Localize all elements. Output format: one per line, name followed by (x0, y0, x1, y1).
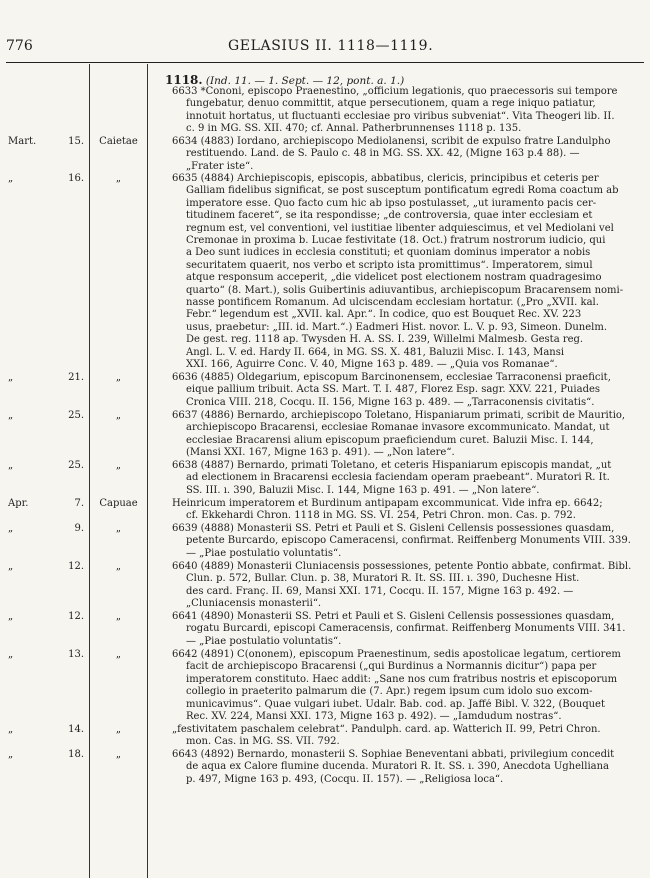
entry-line: facit de archiepiscopo Bracarensi („qui Burdinus a Normannis dicitur“) papa per (186, 661, 597, 673)
entry-line: de aqua ex Calore flumine ducenda. Muratori R. It. SS. ı. 390, Anecdota Ughelliana (186, 761, 610, 773)
entry-date-day: 14. (68, 724, 84, 735)
regesta-entry (172, 561, 640, 611)
entry-line: archiepiscopo Bracarensi, ecclesiae Romanae invasore excommunicato. Mandat, ut (186, 422, 610, 434)
entry-date-month: „ (8, 724, 14, 735)
entry-line: 6635 (4884) Archiepiscopis, episcopis, abbatibus, clericis, principibus et ceteris per (172, 173, 599, 184)
regesta-entry (172, 410, 640, 460)
entry-line: 6643 (4892) Bernardo, monasterii S. Sophiae Beneventani abbati, privilegium concedit (172, 749, 615, 760)
entry-place: Capuae (99, 498, 138, 509)
entry-place: Caietae (99, 136, 138, 147)
year-number: 1118. (165, 73, 203, 87)
entry-date-month: „ (8, 649, 14, 660)
entry-date-month: Mart. (8, 136, 37, 147)
entry-line: XXI. 166, Aguirre Conc. V. 40, Migne 163 p. 489. — „Quia vos Romanae“. (186, 359, 558, 371)
regesta-entry (172, 460, 640, 497)
entry-date-day: 7. (74, 498, 84, 509)
entry-line: 6639 (4888) Monasterii SS. Petri et Pauli et S. Gisleni Cellensis possessiones quasdam, (172, 523, 615, 534)
entry-date-day: 9. (74, 523, 84, 534)
entry-date-day: 21. (68, 372, 84, 383)
entry-line: cf. Ekkehardi Chron. 1118 in MG. SS. VI. 254, Petri Chron. mon. Cas. p. 792. (186, 510, 576, 522)
header-rule (6, 62, 644, 63)
entry-line: ad electionem in Bracarensi ecclesia faciendam operam praebeant“. Muratori R. It. (186, 472, 610, 484)
entry-line: c. 9 in MG. SS. XII. 470; cf. Annal. Patherbrunnenses 1118 p. 135. (186, 123, 522, 135)
page-number: 776 (6, 38, 33, 54)
entry-line: p. 497, Migne 163 p. 493, (Cocqu. II. 157). — „Religiosa loca“. (186, 773, 504, 785)
entry-place: „ (115, 749, 122, 760)
entry-date-day: 12. (68, 561, 84, 572)
regesta-entry (172, 749, 640, 786)
entry-line: a Deo sunt iudices in ecclesia constituti; et quoniam dominus imperator a nobis (186, 247, 591, 259)
entry-date-day: 16. (68, 173, 84, 184)
entry-date-day: 18. (68, 749, 84, 760)
entry-line: (Mansi XXI. 167, Migne 163 p. 491). — „Non latere“. (186, 447, 455, 459)
entry-line: 6633 *Cononi, episcopo Praenestino, „officium legationis, quo praecessoris sui tempore (172, 86, 618, 97)
entry-place: „ (115, 460, 122, 471)
entry-place: „ (115, 523, 122, 534)
entry-date-month: Apr. (8, 498, 29, 509)
entry-line: 6641 (4890) Monasterii SS. Petri et Pauli et S. Gisleni Cellensis possessiones quasdam, (172, 611, 615, 622)
entry-line: imperatorem constituto. Haec addit: „Sane nos cum fratribus nostris et episcoporum (186, 673, 618, 685)
entry-line: Clun. p. 572, Bullar. Clun. p. 38, Muratori R. It. SS. III. ı. 390, Duchesne Hist. (186, 573, 580, 585)
entry-date-month: „ (8, 410, 14, 421)
entry-date-day: 15. (68, 136, 84, 147)
regesta-entry (172, 611, 640, 648)
entry-place: „ (115, 410, 122, 421)
place-column-rule (147, 64, 148, 878)
entry-line: des card. Franç. II. 69, Mansi XXI. 171, Cocqu. II. 157, Migne 163 p. 492. — (186, 585, 574, 597)
entry-line: 6637 (4886) Bernardo, archiepiscopo Toletano, Hispaniarum primati, scribit de Mauritio, (172, 410, 626, 421)
regesta-entry (172, 523, 640, 560)
regesta-entry (172, 86, 640, 136)
entry-date-day: 25. (68, 410, 84, 421)
year-meta: (Ind. 11. — 1. Sept. — 12, pont. a. 1.) (205, 75, 405, 87)
entry-line: nasse pontificem Romanum. Ad ulciscendam ecclesiam hortatur. („Pro „XVII. kal. (186, 297, 599, 309)
entry-line: restituendo. Land. de S. Paulo c. 48 in MG. SS. XX. 42, (Migne 163 p.4 88). — (186, 148, 580, 160)
entry-line: — „Piae postulatio voluntatis“. (186, 547, 342, 559)
entry-date-month: „ (8, 749, 14, 760)
entry-line: Cremonae in proxima b. Lucae festivitate (18. Oct.) fratrum nostrorum iudicio, qui (186, 235, 606, 247)
entry-date-month: „ (8, 523, 14, 534)
entry-line: „Frater iste“. (186, 160, 254, 172)
entry-line: imperatore esse. Quo facto cum hic ab ipso postulasset, „ut iuramento pacis cer- (186, 197, 597, 209)
entry-line: 6640 (4889) Monasterii Cluniacensis possessiones, petente Pontio abbate, confirmat. Bibl. (172, 561, 632, 572)
page-header (0, 0, 650, 70)
entry-place: „ (115, 611, 122, 622)
regesta-entry (172, 372, 640, 409)
entry-place: „ (115, 372, 122, 383)
entry-line: municavimus“. Quae vulgari iubet. Udalr. Bab. cod. ap. Jaffé Bibl. V. 322, (Bouquet (186, 698, 605, 710)
entry-date-month: „ (8, 372, 14, 383)
entry-line: SS. III. ı. 390, Baluzii Misc. I. 144, Migne 163 p. 491. — „Non latere“. (186, 484, 540, 496)
entry-line: „Cluniacensis monasterii“. (186, 598, 322, 610)
entry-line: quarto“ (8. Mart.), solis Guibertinis adiuvantibus, archiepiscopum Bracarensem nomi- (186, 284, 624, 296)
entry-line: De gest. reg. 1118 ap. Twysden H. A. SS. I. 239, Willelmi Malmesb. Gesta reg. (186, 334, 584, 346)
entry-line: „festivitatem paschalem celebrat“. Pandulph. card. ap. Watterich II. 99, Petri Chron. (172, 724, 601, 735)
entry-place: „ (115, 173, 122, 184)
entry-date-month: „ (8, 173, 14, 184)
entry-date-day: 25. (68, 460, 84, 471)
entry-line: 6638 (4887) Bernardo, primati Toletano, et ceteris Hispaniarum episcopis mandat, „ut (172, 460, 612, 471)
entry-line: collegio in praeterito palmarum die (7. Apr.) regem ipsum cum idolo suo excom- (186, 686, 593, 698)
entry-line: innotuit hortatus, ut fluctuanti ecclesiae pro viribus subveniat“. Vita Theogeri lib. II. (186, 110, 615, 122)
entry-line: rogatu Burcardi, episcopi Cameracensis, confirmat. Reiffenberg Monuments VIII. 341. (186, 623, 626, 635)
entry-date-day: 12. (68, 611, 84, 622)
entry-date-month: „ (8, 561, 14, 572)
entry-line: — „Piae postulatio voluntatis“. (186, 635, 342, 647)
entry-date-month: „ (8, 460, 14, 471)
entry-line: regnum est, vel conventioni, vel iustitiae libenter adquiescimus, et vel Mediolani vel (186, 222, 614, 234)
entry-line: Galliam fidelibus significat, se post susceptum pontificatum egredi Roma coactum ab (186, 185, 619, 197)
entry-place: „ (115, 724, 122, 735)
entry-line: titudinem faceret“, se ita respondisse; „de controversia, quae inter ecclesiam et (186, 210, 593, 222)
regesta-entry (172, 136, 640, 173)
entry-place: „ (115, 649, 122, 660)
running-title: GELASIUS II. 1118—1119. (228, 38, 434, 54)
entry-date-day: 13. (68, 649, 84, 660)
entry-line: securitatem quaerit, nos verbo et scripto ista promittimus“. Imperatorem, simul (186, 259, 593, 271)
entry-line: 6636 (4885) Oldegarium, episcopum Barcinonensem, ecclesiae Tarraconensi praeficit, (172, 372, 611, 383)
entry-line: fungebatur, denuo committit, atque persecutionem, quam a rege iniquo patiatur, (186, 98, 596, 110)
year-heading (165, 73, 404, 87)
entry-line: 6634 (4883) Iordano, archiepiscopo Mediolanensi, scribit de expulso fratre Landulpho (172, 136, 611, 147)
regesta-entry (172, 173, 640, 372)
entry-line: 6642 (4891) C(ononem), episcopum Praenestinum, sedis apostolicae legatum, certiorem (172, 649, 621, 660)
regesta-entry (172, 498, 640, 523)
entry-line: atque responsum acceperit, „die videlicet post electionem nostram quadragesimo (186, 272, 602, 284)
entry-line: petente Burcardo, episcopo Cameracensi, confirmat. Reiffenberg Monuments VIII. 339. (186, 535, 631, 547)
entry-line: Febr.“ legendum est „XVII. kal. Apr.“. In codice, quo est Bouquet Rec. XV. 223 (186, 309, 582, 321)
entry-line: usus, praebetur: „III. id. Mart.“.) Eadmeri Hist. novor. L. V. p. 93, Simeon. Dunelm. (186, 321, 607, 333)
entry-place: „ (115, 561, 122, 572)
entry-line: Cronica VIII. 218, Cocqu. II. 156, Migne 163 p. 489. — „Tarraconensis civitatis“. (186, 396, 595, 408)
entry-line: mon. Cas. in MG. SS. VII. 792. (186, 736, 340, 748)
entry-line: Rec. XV. 224, Mansi XXI. 173, Migne 163 p. 492). — „Iamdudum nostras“. (186, 711, 562, 723)
entry-line: Angl. L. V. ed. Hardy II. 664, in MG. SS. X. 481, Baluzii Misc. I. 143, Mansi (186, 346, 565, 358)
entry-line: Heinricum imperatorem et Burdinum antipapam excommunicat. Vide infra ep. 6642; (172, 498, 603, 509)
regesta-entry (172, 649, 640, 723)
entry-date-month: „ (8, 611, 14, 622)
entry-line: ecclesiae Bracarensi alium episcopum praeficiendum curet. Baluzii Misc. I. 144, (186, 434, 594, 446)
regesta-entry (172, 724, 640, 749)
entry-line: eique pallium tribuit. Acta SS. Mart. T. I. 487, Florez Esp. sagr. XXV. 221, Puiades (186, 384, 601, 396)
